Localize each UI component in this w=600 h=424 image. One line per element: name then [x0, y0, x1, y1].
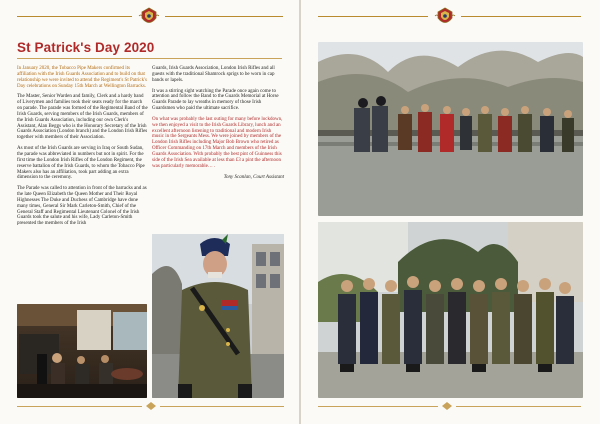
article-title: St Patrick's Day 2020 — [17, 40, 155, 55]
band-performance-photo — [17, 304, 147, 398]
livery-crest-icon — [138, 6, 160, 28]
author-signature: Tony Scanlan, Court Assistant — [223, 174, 284, 180]
body-paragraph: As most of the Irish Guards are serving in Iraq or South Sudan, the parade was abbreviated in numbers but not in spirit. For the first time the London Irish Rifles of the London Regiment, the reserve battalion of the Irish Guards, to whom the Tobacco Pipe Makers also has an affiliation, took part adding an extra dimension to the ceremony. — [17, 146, 145, 181]
chevron-mark-icon — [442, 402, 452, 410]
footer-rule-left — [17, 406, 142, 407]
chevron-mark-icon — [146, 402, 156, 410]
right-page — [301, 0, 600, 424]
header-rule-left — [318, 16, 428, 17]
text-column-1 — [17, 66, 148, 232]
footer-rule-left — [318, 406, 438, 407]
text-column-2 — [152, 66, 284, 185]
body-paragraph: It was a stirring sight watching the Parade once again come to attention and follow the Band to the Guards Memorial at Horse Guards Parade to lay wreaths in memory of those Irish Guardsmen who paid the ultimate sacrifice. — [152, 88, 279, 112]
highlight-paragraph: On what was probably the last outing for many before lockdown, we then enjoyed a visit to the Irish Guards Library, lunch and an excellent afternoon listening to traditional and modern Irish music in the Sergeants Mess. We were joined by members of the London Irish Rifles including Major Bob Brown who retired as Officer Commanding on 17th March and members of the Irish Guards Association. With probably the best pint of Guinness this side of the Irish Sea available at less than £3 a pint the afternoon was particularly memorable… . — [152, 116, 283, 169]
parade-photo — [318, 42, 583, 216]
title-rule — [17, 58, 282, 59]
intro-paragraph: In January 2020, the Tobacco Pipe Makers confirmed its affiliation with the Irish Guards Association and to build on that relationship we were invited to attend the Regiment's St Patrick's Day celebrations on Sunday 15th March at Wellington Barracks. — [17, 66, 147, 89]
left-page — [0, 0, 299, 424]
group-photo — [318, 222, 583, 398]
body-paragraph: The Parade was called to attention in front of the barracks and as the late Queen Elizabeth the Queen Mother and Their Royal Highnesses The Duke and Duchess of Cambridge have done many times, General Sir Mark Carleton-Smith, Chief of the General Staff and Regimental Lieutenant Colonel of the Irish Guards took the salute and his wife, Lady Carleton-Smith presented the members of the Irish — [17, 186, 147, 227]
header-rule-right — [165, 16, 283, 17]
livery-crest-icon — [434, 6, 456, 28]
body-paragraph: Guards, Irish Guards Association, London Irish Rifles and all guests with the traditional Shamrock sprigs to be worn in cap bands or lapels. — [152, 66, 275, 83]
header-rule-right — [461, 16, 581, 17]
soldier-portrait-photo — [152, 234, 284, 398]
body-paragraph: The Master, Senior Warden and family, Clerk and a hardy band of Liverymen and families took their seats ready for the march on parade. The parade was formed of the Regimental Band of the Irish Guards, serving members of the Irish Guards, members of the Irish Guards Association, including our own Clerk's Assistant, Alan Beggs who is the Honorary Secretary of the Irish Guards Association (London branch) and the London Irish Rifles together with members of their Association. — [17, 94, 148, 141]
header-rule-left — [17, 16, 132, 17]
footer-rule-right — [160, 406, 284, 407]
footer-rule-right — [456, 406, 581, 407]
